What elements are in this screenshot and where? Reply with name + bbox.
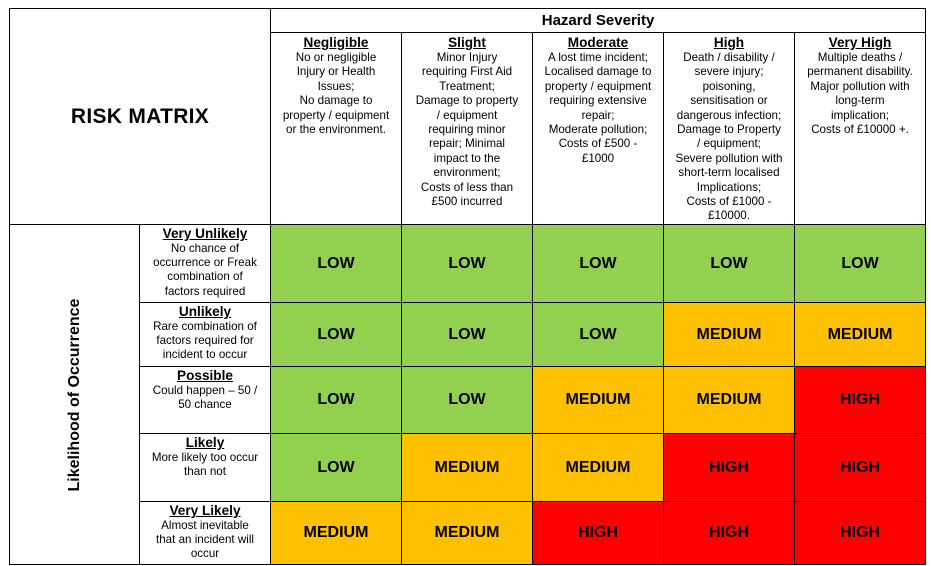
severity-header-moderate [533,33,664,225]
likelihood-description: Could happen – 50 / 50 chance [152,384,258,412]
matrix-title: RISK MATRIX [70,104,210,128]
likelihood-name: Likely [185,435,225,450]
likelihood-unlikely [140,303,271,367]
likelihood-name: Possible [177,368,233,383]
severity-name: Very High [828,35,892,50]
likelihood-row-likely [10,434,926,502]
risk-cell-low: LOW [271,303,402,367]
risk-cell-medium: MEDIUM [795,303,926,367]
risk-cell-high: HIGH [533,502,664,565]
likelihood-header: Likelihood of Occurrence [65,298,83,491]
severity-header-very-high [795,33,926,225]
severity-description: No or negligible Injury or Health Issues; No damage to property / equipment or the environment. [282,51,390,137]
risk-cell-low: LOW [271,434,402,502]
likelihood-row-very-unlikely [10,225,926,303]
risk-cell-low: LOW [795,225,926,303]
likelihood-description: Almost inevitable that an incident will occur [156,519,254,561]
severity-description: Death / disability / severe injury; poisoning, sensitisation or dangerous infection; Damage to Property / equipment; Severe pollution with short-term localised Implications; Costs of £1000 - £10000. [675,51,783,223]
likelihood-very-unlikely [140,225,271,303]
likelihood-row-unlikely [10,303,926,367]
risk-cell-low: LOW [271,225,402,303]
severity-description: Multiple deaths / permanent disability. Major pollution with long-term implication; Costs of £10000 +. [807,51,913,137]
likelihood-likely [140,434,271,502]
risk-cell-low: LOW [402,225,533,303]
severity-header-high [664,33,795,225]
severity-description: Minor Injury requiring First Aid Treatment; Damage to property / equipment requiring minor repair; Minimal impact to the environment; Costs of less than £500 incurred [415,51,519,209]
likelihood-axis-label [10,225,140,565]
risk-cell-low: LOW [402,367,533,434]
risk-cell-medium: MEDIUM [402,434,533,502]
risk-cell-low: LOW [271,367,402,434]
severity-name: Slight [448,35,486,50]
likelihood-row-very-likely [10,502,926,565]
likelihood-name: Unlikely [178,304,232,319]
likelihood-possible [140,367,271,434]
risk-cell-high: HIGH [795,367,926,434]
risk-cell-medium: MEDIUM [402,502,533,565]
likelihood-description: No chance of occurrence or Freak combination of factors required [153,242,257,298]
severity-header-negligible [271,33,402,225]
risk-cell-high: HIGH [795,434,926,502]
likelihood-very-likely [140,502,271,565]
likelihood-name: Very Unlikely [162,226,248,241]
risk-cell-medium: MEDIUM [533,367,664,434]
risk-cell-low: LOW [664,225,795,303]
risk-cell-medium: MEDIUM [664,303,795,367]
severity-description: A lost time incident; Localised damage to property / equipment requiring extensive repair; Moderate pollution; Costs of £500 - £1000 [544,51,652,165]
risk-cell-medium: MEDIUM [533,434,664,502]
risk-matrix-table [9,8,926,565]
risk-cell-low: LOW [533,303,664,367]
risk-cell-high: HIGH [795,502,926,565]
likelihood-description: More likely too occur than not [151,451,259,479]
likelihood-name: Very Likely [169,503,241,518]
risk-cell-high: HIGH [664,502,795,565]
hazard-severity-header: Hazard Severity [271,9,926,33]
severity-header-slight [402,33,533,225]
severity-name: Moderate [567,35,629,50]
risk-cell-medium: MEDIUM [271,502,402,565]
likelihood-row-possible [10,367,926,434]
severity-name: Negligible [303,35,369,50]
likelihood-description: Rare combination of factors required for incident to occur [153,320,257,362]
risk-cell-high: HIGH [664,434,795,502]
risk-cell-low: LOW [402,303,533,367]
risk-cell-low: LOW [533,225,664,303]
severity-name: High [713,35,745,50]
title-cell [10,9,271,225]
risk-cell-medium: MEDIUM [664,367,795,434]
